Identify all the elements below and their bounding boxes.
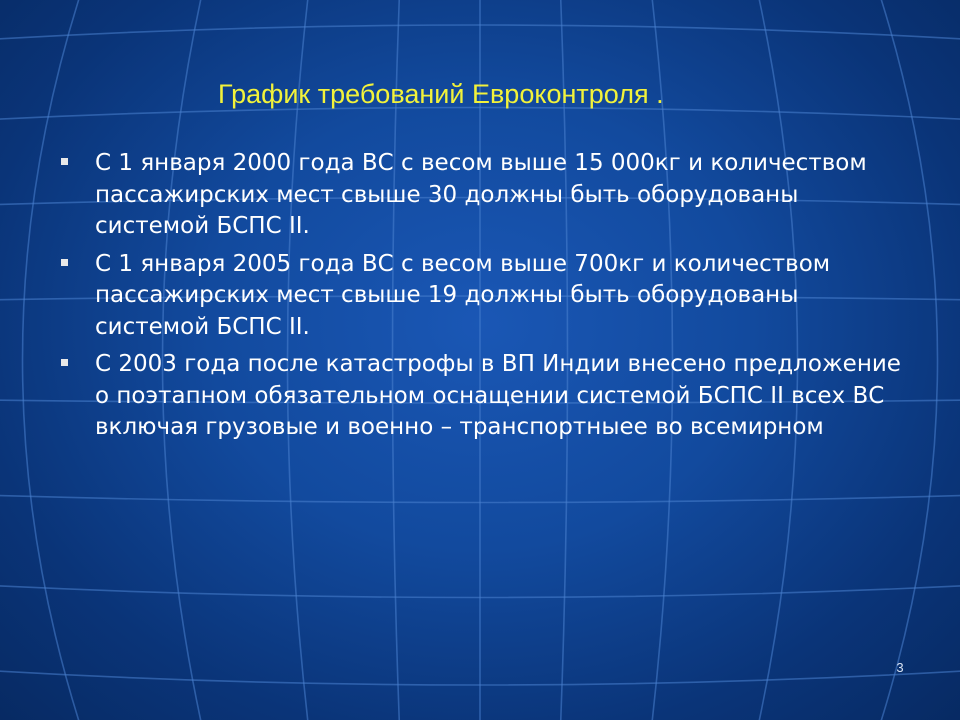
- square-bullet-icon: [61, 359, 68, 366]
- page-number: 3: [896, 660, 904, 675]
- bullet-text: С 1 января 2000 года ВС с весом выше 15 000кг и количеством пассажирских мест свыше 30 должны быть оборудованы системой БСПС II.: [95, 150, 867, 239]
- slide-title: График требований Евроконтроля .: [218, 79, 664, 109]
- square-bullet-icon: [61, 158, 68, 165]
- bullet-text: С 1 января 2005 года ВС с весом выше 700кг и количеством пассажирских мест свыше 19 должны быть оборудованы системой БСПС II.: [95, 250, 831, 340]
- bullet-item: [58, 249, 908, 344]
- bullet-item: [58, 148, 908, 243]
- bullet-item: [58, 349, 908, 444]
- bullet-list: [58, 148, 908, 450]
- bullet-text: С 2003 года после катастрофы в ВП Индии внесено предложение о поэтапном обязательном оснащении системой БСПС II всех ВС включая грузовые и военно – транспортныее во всемирном: [95, 351, 901, 440]
- square-bullet-icon: [61, 259, 68, 266]
